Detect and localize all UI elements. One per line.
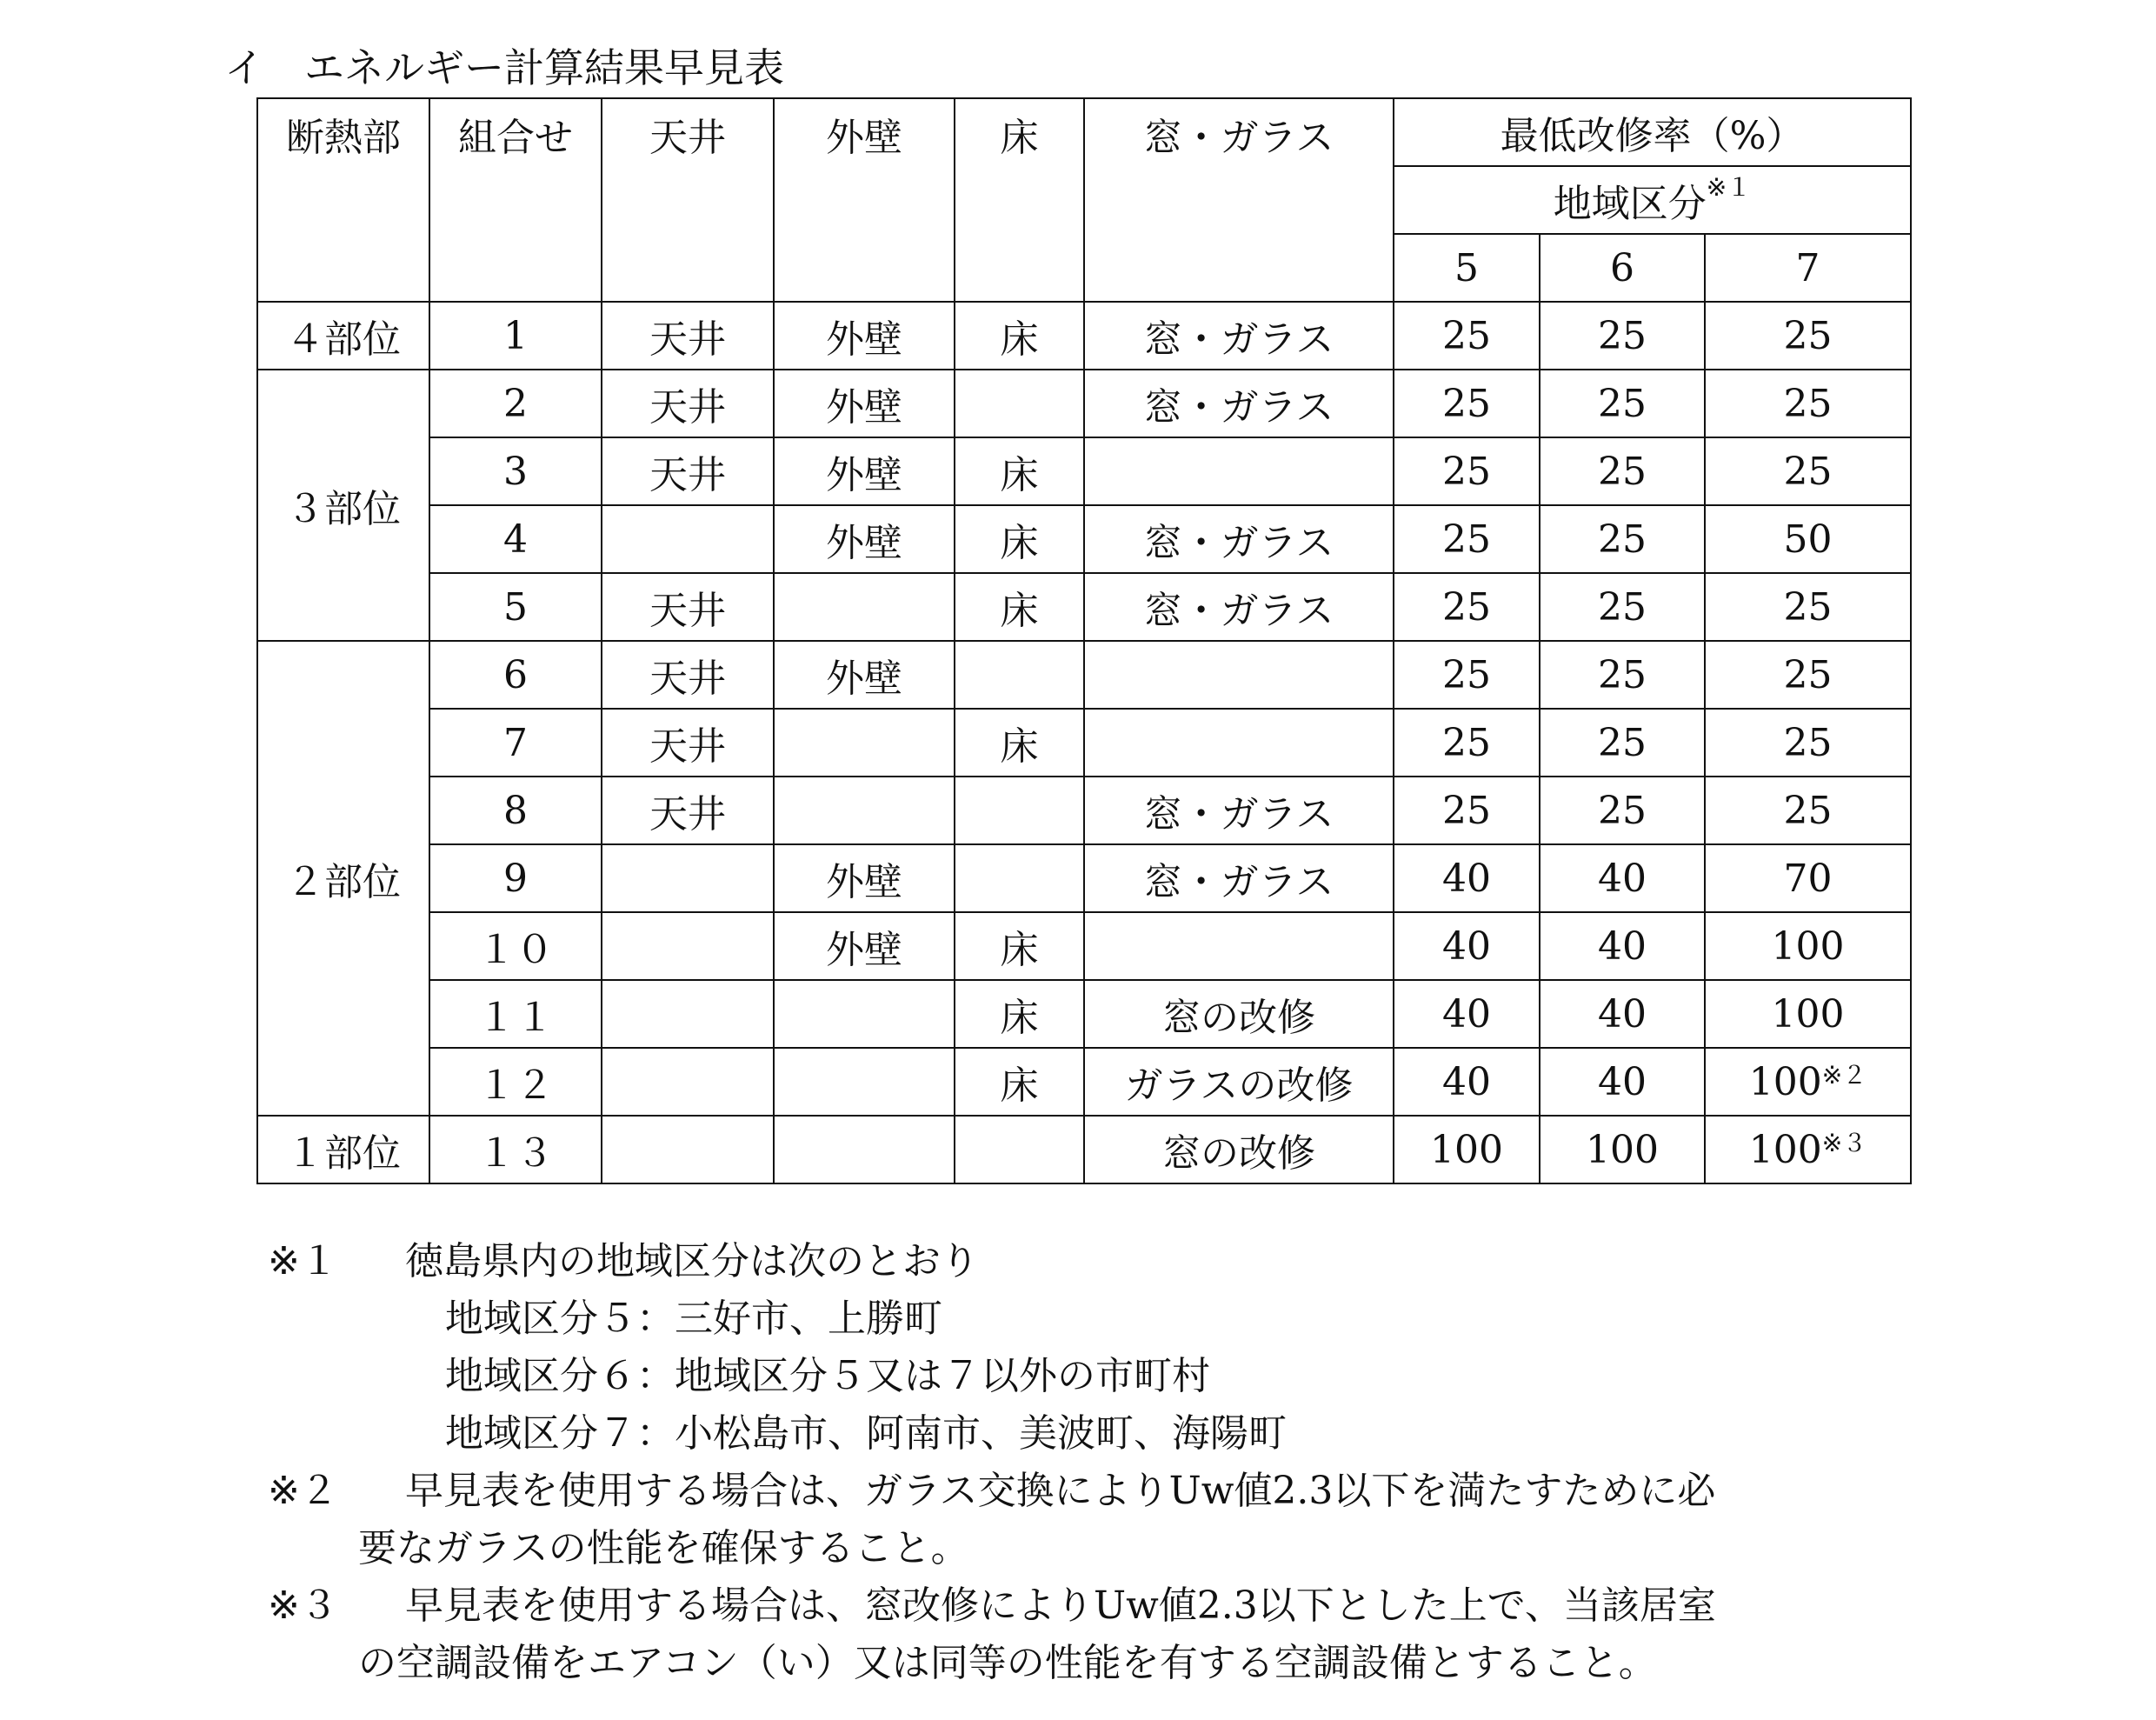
header-floor: 床 <box>955 98 1084 302</box>
window-cell <box>1084 912 1394 980</box>
window-cell: ガラスの改修 <box>1084 1048 1394 1116</box>
rate-region-7-cell <box>1705 777 1911 844</box>
rate-region-7-cell <box>1705 573 1911 641</box>
table-row <box>257 777 1911 844</box>
rate-region-5-cell: 40 <box>1394 1048 1540 1116</box>
rate-region-6-cell: 25 <box>1540 709 1705 777</box>
rate-region-7-cell <box>1705 844 1911 912</box>
combo-cell: 3 <box>429 437 602 505</box>
footnotes <box>268 1233 1920 1692</box>
footnote-3 <box>268 1577 1920 1635</box>
ceiling-cell: 天井 <box>602 370 774 437</box>
ceiling-cell <box>602 844 774 912</box>
table-row <box>257 709 1911 777</box>
floor-cell <box>955 777 1084 844</box>
rate-footnote-mark: ※３ <box>1821 1128 1867 1157</box>
rate-region-7-value: 25 <box>1783 788 1833 833</box>
rate-region-5-cell: 25 <box>1394 709 1540 777</box>
window-cell: 窓の改修 <box>1084 980 1394 1048</box>
rate-region-7-value: 100 <box>1771 991 1845 1037</box>
footnote-3-mark: ※３ <box>268 1583 338 1628</box>
header-min-rate: 最低改修率（%） <box>1394 98 1911 166</box>
header-ceiling: 天井 <box>602 98 774 302</box>
combo-cell: 2 <box>429 370 602 437</box>
rate-region-5-cell: 25 <box>1394 573 1540 641</box>
floor-cell: 床 <box>955 1048 1084 1116</box>
wall-cell: 外壁 <box>774 844 955 912</box>
part-group-cell: ４部位 <box>257 302 429 370</box>
page-heading: イ エネルギー計算結果早見表 <box>224 44 784 91</box>
combo-cell: 5 <box>429 573 602 641</box>
footnote-2-mark: ※２ <box>268 1469 338 1513</box>
rate-region-7-cell <box>1705 370 1911 437</box>
table-row <box>257 573 1911 641</box>
rate-region-5-cell: 100 <box>1394 1116 1540 1183</box>
rate-region-7-value: 25 <box>1783 652 1833 697</box>
window-cell: 窓・ガラス <box>1084 505 1394 573</box>
rate-region-7-value: 70 <box>1783 856 1833 901</box>
window-cell: 窓・ガラス <box>1084 844 1394 912</box>
rate-region-5-cell: 25 <box>1394 641 1540 709</box>
rate-region-7-cell <box>1705 302 1911 370</box>
combo-cell: 6 <box>429 641 602 709</box>
part-group-cell: １部位 <box>257 1116 429 1183</box>
combo-cell: 7 <box>429 709 602 777</box>
rate-region-5-cell: 40 <box>1394 912 1540 980</box>
footnote-2-continuation: 要なガラスの性能を確保すること。 <box>358 1526 969 1570</box>
rate-region-5-cell: 25 <box>1394 505 1540 573</box>
table-row <box>257 437 1911 505</box>
floor-cell: 床 <box>955 912 1084 980</box>
rate-region-5-cell: 25 <box>1394 302 1540 370</box>
wall-cell: 外壁 <box>774 437 955 505</box>
rate-region-7-cell <box>1705 641 1911 709</box>
floor-cell <box>955 370 1084 437</box>
window-cell: 窓・ガラス <box>1084 302 1394 370</box>
table-row <box>257 641 1911 709</box>
footnote-1-line: 地域区分６：地域区分５又は７以外の市町村 <box>445 1354 1210 1398</box>
rate-region-6-cell: 25 <box>1540 505 1705 573</box>
rate-region-6-cell: 40 <box>1540 912 1705 980</box>
table-row <box>257 302 1911 370</box>
floor-cell <box>955 1116 1084 1183</box>
ceiling-cell <box>602 980 774 1048</box>
ceiling-cell: 天井 <box>602 302 774 370</box>
energy-quick-table <box>256 97 1912 1184</box>
ceiling-cell <box>602 912 774 980</box>
rate-region-7-value: 100 <box>1748 1059 1822 1104</box>
rate-region-7-value: 25 <box>1783 313 1833 358</box>
part-group-cell: ２部位 <box>257 641 429 1116</box>
floor-cell: 床 <box>955 302 1084 370</box>
combo-cell: 4 <box>429 505 602 573</box>
ceiling-cell <box>602 1116 774 1183</box>
header-region <box>1394 166 1911 234</box>
table-row <box>257 1048 1911 1116</box>
rate-region-6-cell: 40 <box>1540 844 1705 912</box>
header-region-note: ※１ <box>1706 173 1752 202</box>
window-cell <box>1084 641 1394 709</box>
header-region-label: 地域区分 <box>1553 182 1707 226</box>
rate-region-5-cell: 40 <box>1394 844 1540 912</box>
header-window: 窓・ガラス <box>1084 98 1394 302</box>
wall-cell <box>774 573 955 641</box>
table-row <box>257 370 1911 437</box>
table-row <box>257 844 1911 912</box>
floor-cell <box>955 641 1084 709</box>
combo-cell: 1 <box>429 302 602 370</box>
rate-region-7-value: 25 <box>1783 449 1833 494</box>
rate-region-6-cell: 25 <box>1540 302 1705 370</box>
wall-cell: 外壁 <box>774 302 955 370</box>
table-row <box>257 1116 1911 1183</box>
rate-region-6-cell: 100 <box>1540 1116 1705 1183</box>
rate-region-7-value: 25 <box>1783 381 1833 426</box>
rate-region-7-cell <box>1705 912 1911 980</box>
wall-cell: 外壁 <box>774 912 955 980</box>
footnote-1-mark: ※１ <box>268 1239 338 1283</box>
window-cell: 窓・ガラス <box>1084 777 1394 844</box>
window-cell <box>1084 709 1394 777</box>
rate-region-6-cell: 25 <box>1540 777 1705 844</box>
footnote-1-text: 徳島県内の地域区分は次のとおり <box>405 1239 979 1283</box>
window-cell: 窓の改修 <box>1084 1116 1394 1183</box>
ceiling-cell: 天井 <box>602 709 774 777</box>
combo-cell: １１ <box>429 980 602 1048</box>
combo-cell: １０ <box>429 912 602 980</box>
rate-region-7-cell <box>1705 1116 1911 1183</box>
header-combo: 組合せ <box>429 98 602 302</box>
part-group-cell: ３部位 <box>257 370 429 641</box>
combo-cell: 8 <box>429 777 602 844</box>
rate-region-7-cell <box>1705 709 1911 777</box>
floor-cell: 床 <box>955 437 1084 505</box>
floor-cell: 床 <box>955 980 1084 1048</box>
header-part: 断熱部 <box>257 98 429 302</box>
rate-region-6-cell: 25 <box>1540 641 1705 709</box>
ceiling-cell: 天井 <box>602 641 774 709</box>
table-row <box>257 912 1911 980</box>
rate-region-7-value: 100 <box>1771 923 1845 969</box>
rate-region-6-cell: 40 <box>1540 980 1705 1048</box>
table-row <box>257 980 1911 1048</box>
header-region-5: 5 <box>1394 234 1540 302</box>
footnote-1-line: 地域区分５：三好市、上勝町 <box>445 1297 942 1341</box>
rate-region-6-cell: 40 <box>1540 1048 1705 1116</box>
header-wall: 外壁 <box>774 98 955 302</box>
rate-region-7-value: 25 <box>1783 720 1833 765</box>
ceiling-cell <box>602 1048 774 1116</box>
rate-region-7-value: 25 <box>1783 584 1833 630</box>
footnote-1-line: 地域区分７：小松島市、阿南市、美波町、海陽町 <box>445 1411 1287 1456</box>
footnote-2 <box>268 1463 1920 1520</box>
ceiling-cell: 天井 <box>602 573 774 641</box>
ceiling-cell: 天井 <box>602 777 774 844</box>
wall-cell <box>774 1048 955 1116</box>
header-region-7: 7 <box>1705 234 1911 302</box>
rate-region-7-value: 100 <box>1748 1127 1822 1172</box>
wall-cell <box>774 777 955 844</box>
wall-cell: 外壁 <box>774 505 955 573</box>
rate-region-7-cell <box>1705 1048 1911 1116</box>
footnote-3-text: 早見表を使用する場合は、窓改修によりUw値2.3以下とした上で、当該居室 <box>405 1583 1716 1628</box>
combo-cell: １２ <box>429 1048 602 1116</box>
ceiling-cell: 天井 <box>602 437 774 505</box>
window-cell: 窓・ガラス <box>1084 370 1394 437</box>
wall-cell <box>774 980 955 1048</box>
window-cell <box>1084 437 1394 505</box>
rate-region-6-cell: 25 <box>1540 437 1705 505</box>
rate-region-5-cell: 40 <box>1394 980 1540 1048</box>
ceiling-cell <box>602 505 774 573</box>
footnote-1 <box>268 1233 1920 1290</box>
rate-region-5-cell: 25 <box>1394 437 1540 505</box>
combo-cell: 9 <box>429 844 602 912</box>
rate-region-6-cell: 25 <box>1540 573 1705 641</box>
rate-region-5-cell: 25 <box>1394 370 1540 437</box>
table-row <box>257 505 1911 573</box>
window-cell: 窓・ガラス <box>1084 573 1394 641</box>
rate-footnote-mark: ※２ <box>1821 1060 1867 1090</box>
floor-cell <box>955 844 1084 912</box>
header-region-6: 6 <box>1540 234 1705 302</box>
floor-cell: 床 <box>955 709 1084 777</box>
floor-cell: 床 <box>955 505 1084 573</box>
rate-region-7-cell <box>1705 980 1911 1048</box>
wall-cell: 外壁 <box>774 641 955 709</box>
combo-cell: １３ <box>429 1116 602 1183</box>
footnote-3-continuation: の空調設備をエアコン（い）又は同等の性能を有する空調設備とすること。 <box>358 1641 1657 1685</box>
floor-cell: 床 <box>955 573 1084 641</box>
wall-cell: 外壁 <box>774 370 955 437</box>
rate-region-5-cell: 25 <box>1394 777 1540 844</box>
rate-region-7-cell <box>1705 437 1911 505</box>
rate-region-7-cell <box>1705 505 1911 573</box>
wall-cell <box>774 709 955 777</box>
rate-region-6-cell: 25 <box>1540 370 1705 437</box>
rate-region-7-value: 50 <box>1783 517 1833 562</box>
footnote-2-text: 早見表を使用する場合は、ガラス交換によりUw値2.3以下を満たすために必 <box>405 1469 1716 1513</box>
wall-cell <box>774 1116 955 1183</box>
